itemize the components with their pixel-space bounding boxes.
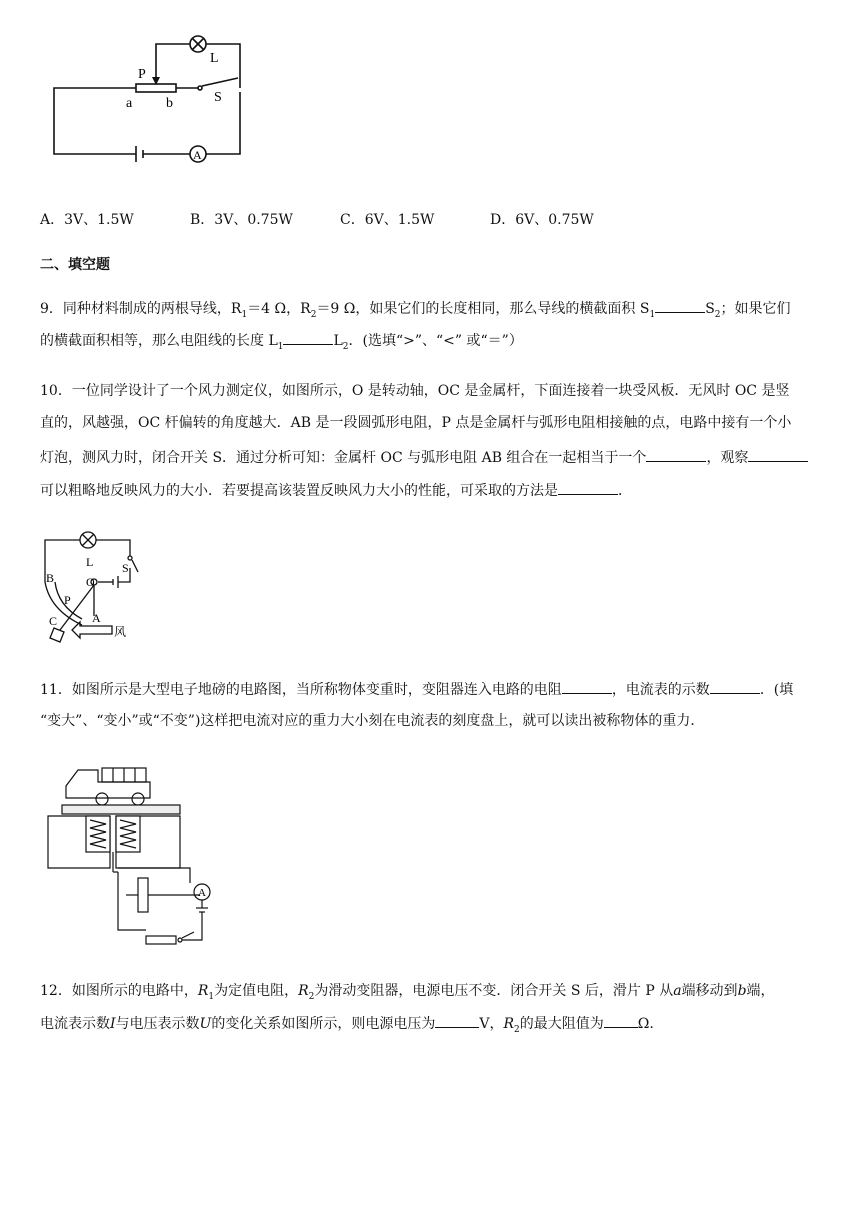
q10-line-3: 灯泡，测风力时，闭合开关 S．通过分析可知：金属杆 OC 与弧形电阻 AB 组合在一起相当于一个 ，观察 xyxy=(40,447,830,468)
fig2-label-C: C xyxy=(49,614,58,628)
answer-blank[interactable] xyxy=(604,1013,638,1028)
fig2-label-P: P xyxy=(64,593,71,607)
answer-blank[interactable] xyxy=(646,447,706,462)
fig1-label-S: S xyxy=(214,90,222,105)
q10-line-1: 10．一位同学设计了一个风力测定仪，如图所示，O 是转动轴，OC 是金属杆，下面连接着一块受风板．无风时 OC 是竖 xyxy=(40,383,790,399)
option-a[interactable] xyxy=(40,209,134,229)
fig1-label-a: a xyxy=(126,96,133,111)
option-b[interactable] xyxy=(190,209,293,229)
ammeter-label: A xyxy=(193,148,202,162)
answer-blank[interactable] xyxy=(283,330,333,345)
fig2-label-L: L xyxy=(86,555,94,569)
option-letter: A． xyxy=(40,212,65,228)
option-text: 3V、1.5W xyxy=(64,212,134,228)
option-text: 6V、1.5W xyxy=(364,212,435,228)
q11-line-2: “变大”、“变小”或“不变”)这样把电流对应的重力大小刻在电流表的刻度盘上，就可以读出被称物体的重力． xyxy=(40,713,705,729)
wind-meter-figure xyxy=(40,530,150,650)
truck-scale-figure xyxy=(40,760,240,950)
fig2-label-O: O xyxy=(86,575,95,589)
answer-blank[interactable] xyxy=(562,679,612,694)
option-c[interactable] xyxy=(340,209,434,229)
fig1-label-b: b xyxy=(166,96,173,111)
option-letter: C． xyxy=(340,212,365,228)
q9-line-1: 9．同种材料制成的两根导线，$R_1=4$ Ω，$R_2=9$ Ω，如果它们的长度相同，那么导线的横截面积 $S_1$ $S_2$；如果它们 xyxy=(40,298,830,325)
answer-blank[interactable] xyxy=(558,480,618,495)
fig3-ammeter-label: A xyxy=(198,887,206,899)
answer-blank[interactable] xyxy=(710,679,760,694)
section-title: 二、填空题 xyxy=(40,257,110,273)
q9-line-2: 的横截面积相等，那么电阻线的长度 $L_1$ $L_2$．(选填“>”、“<” 或“＝”） xyxy=(40,330,830,357)
q11-line-1: 11．如图所示是大型电子地磅的电路图，当所称物体变重时，变阻器连入电路的电阻 ，电流表的示数 ．(填 xyxy=(40,679,830,700)
option-letter: D． xyxy=(490,212,516,228)
answer-blank[interactable] xyxy=(435,1013,479,1028)
q10-line-2: 直的，风越强，OC 杆偏转的角度越大．AB 是一段圆弧形电阻，P 点是金属杆与弧形电阻相接触的点，电路中接有一个小 xyxy=(40,415,792,431)
q12-line-1: 12．如图所示的电路中，$R_1$为定值电阻，$R_2$为滑动变阻器，电源电压不变．闭合开关 S 后，滑片 P 从a端移动到b端， xyxy=(40,983,775,1002)
option-text: 6V、0.75W xyxy=(515,212,594,228)
fig1-label-L: L xyxy=(210,51,219,66)
option-letter: B． xyxy=(190,212,215,228)
option-d[interactable] xyxy=(490,209,594,229)
fig2-label-B: B xyxy=(46,571,55,585)
option-text: 3V、0.75W xyxy=(214,212,293,228)
answer-blank[interactable] xyxy=(655,298,705,313)
fig2-label-wind: 风 xyxy=(114,625,127,639)
fig2-label-S: S xyxy=(122,561,129,575)
circuit-figure-1 xyxy=(40,30,260,170)
q10-line-4: 可以粗略地反映风力的大小．若要提高该装置反映风力大小的性能，可采取的方法是 ． xyxy=(40,480,830,501)
answer-blank[interactable] xyxy=(748,447,808,462)
fig2-label-A: A xyxy=(92,611,101,625)
fig1-label-P: P xyxy=(138,67,146,82)
q12-line-2: 电流表示数I与电压表示数U的变化关系如图所示，则电源电压为 V，$R_2$的最大阻值为 Ω. xyxy=(40,1013,830,1040)
